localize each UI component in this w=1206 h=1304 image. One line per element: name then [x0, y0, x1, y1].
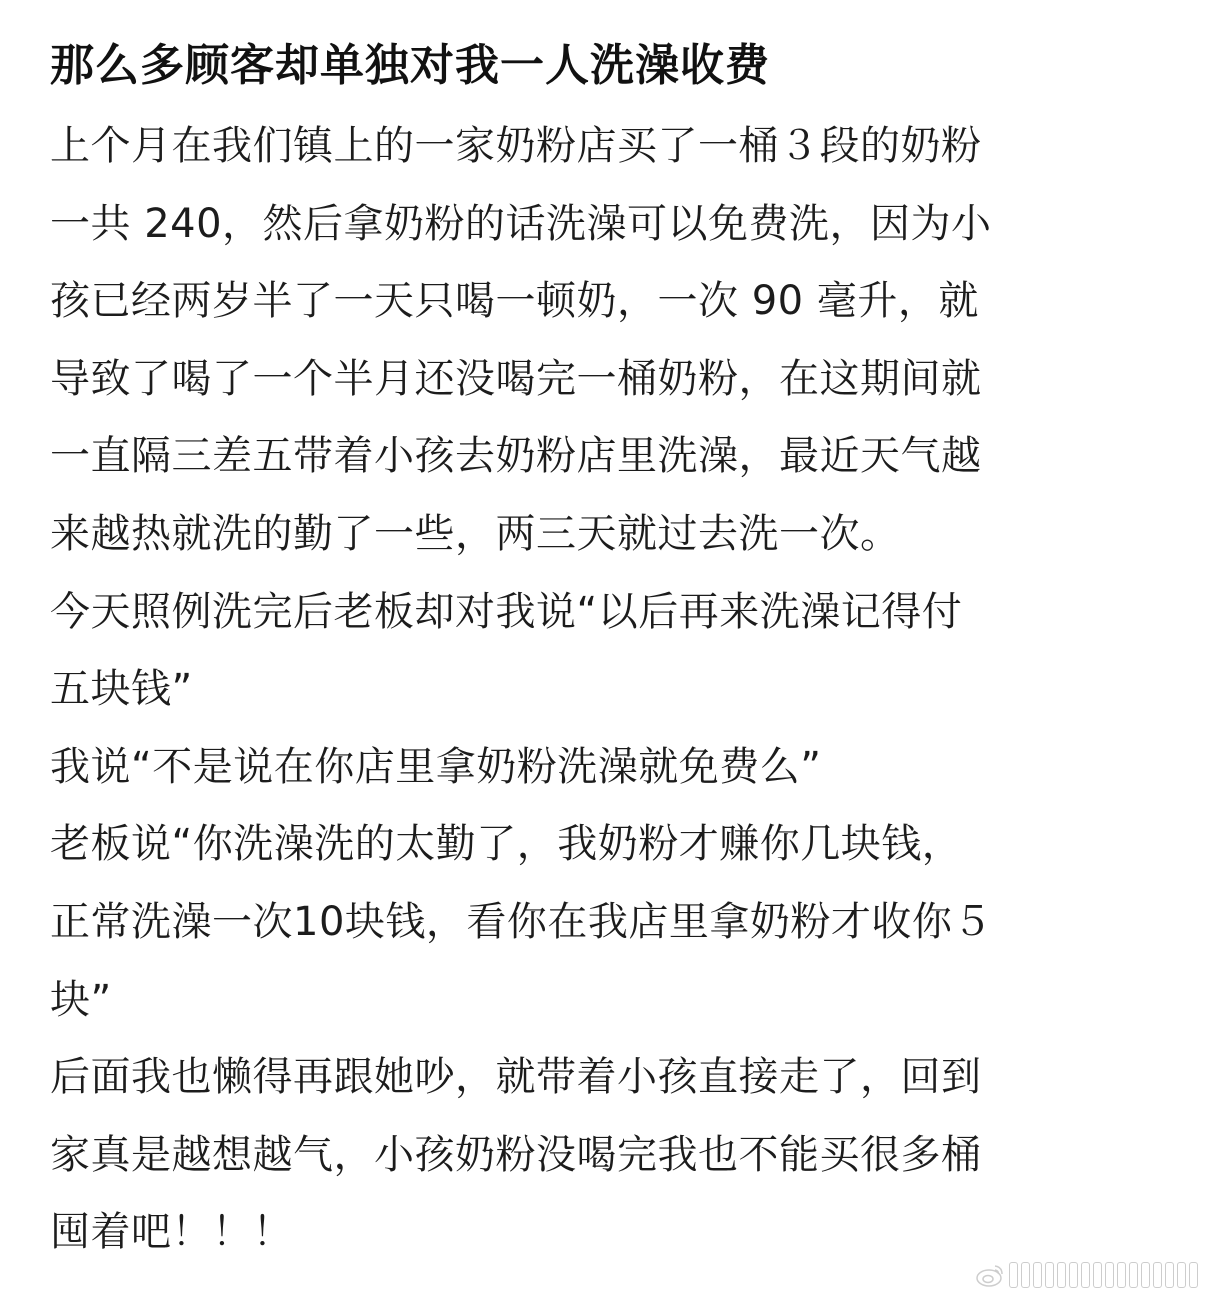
watermark-bar — [1057, 1262, 1066, 1288]
watermark-bar — [1081, 1262, 1090, 1288]
post-line: 一直隔三差五带着小孩去奶粉店里洗澡，最近天气越 — [50, 433, 982, 480]
post-line: 块” — [50, 976, 112, 1023]
watermark-bar — [1045, 1262, 1054, 1288]
watermark-bar — [1069, 1262, 1078, 1288]
post-line: 五块钱” — [50, 666, 193, 713]
post-line: 我说“不是说在你店里拿奶粉洗澡就免费么” — [50, 743, 822, 790]
post-line: 家真是越想越气，小孩奶粉没喝完我也不能买很多桶 — [50, 1131, 982, 1178]
watermark-bar — [1165, 1262, 1174, 1288]
watermark-bar — [1141, 1262, 1150, 1288]
post-line: 正常洗澡一次10块钱，看你在我店里拿奶粉才收你５ — [50, 898, 993, 945]
watermark-bar — [1189, 1262, 1198, 1288]
post-line: 来越热就洗的勤了一些，两三天就过去洗一次。 — [50, 510, 901, 557]
watermark-bar — [1105, 1262, 1114, 1288]
watermark-bar — [1117, 1262, 1126, 1288]
post-line: 孩已经两岁半了一天只喝一顿奶，一次 90 毫升，就 — [50, 278, 979, 325]
post-line: 导致了喝了一个半月还没喝完一桶奶粉，在这期间就 — [50, 355, 982, 402]
watermark-bar — [1177, 1262, 1186, 1288]
weibo-watermark-icon — [975, 1262, 1005, 1288]
post-card — [50, 30, 1150, 1272]
watermark-bar — [1009, 1262, 1018, 1288]
post-line: 老板说“你洗澡洗的太勤了，我奶粉才赚你几块钱， — [50, 821, 963, 868]
post-line: 今天照例洗完后老板却对我说“以后再来洗澡记得付 — [50, 588, 963, 635]
post-line: 后面我也懒得再跟她吵，就带着小孩直接走了，回到 — [50, 1054, 982, 1101]
watermark-bar — [1033, 1262, 1042, 1288]
watermark-bar — [1129, 1262, 1138, 1288]
watermark — [975, 1262, 1198, 1288]
post-line: 囤着吧！！！ — [50, 1209, 293, 1256]
post-line: 上个月在我们镇上的一家奶粉店买了一桶３段的奶粉 — [50, 123, 982, 169]
post-line: 一共 240，然后拿奶粉的话洗澡可以免费洗，因为小 — [50, 200, 992, 247]
watermark-bar — [1093, 1262, 1102, 1288]
watermark-bar — [1021, 1262, 1030, 1288]
watermark-bars — [1009, 1262, 1198, 1288]
post-title: 那么多顾客却单独对我一人洗澡收费 — [50, 40, 770, 91]
watermark-bar — [1153, 1262, 1162, 1288]
post-body — [50, 108, 1150, 1272]
